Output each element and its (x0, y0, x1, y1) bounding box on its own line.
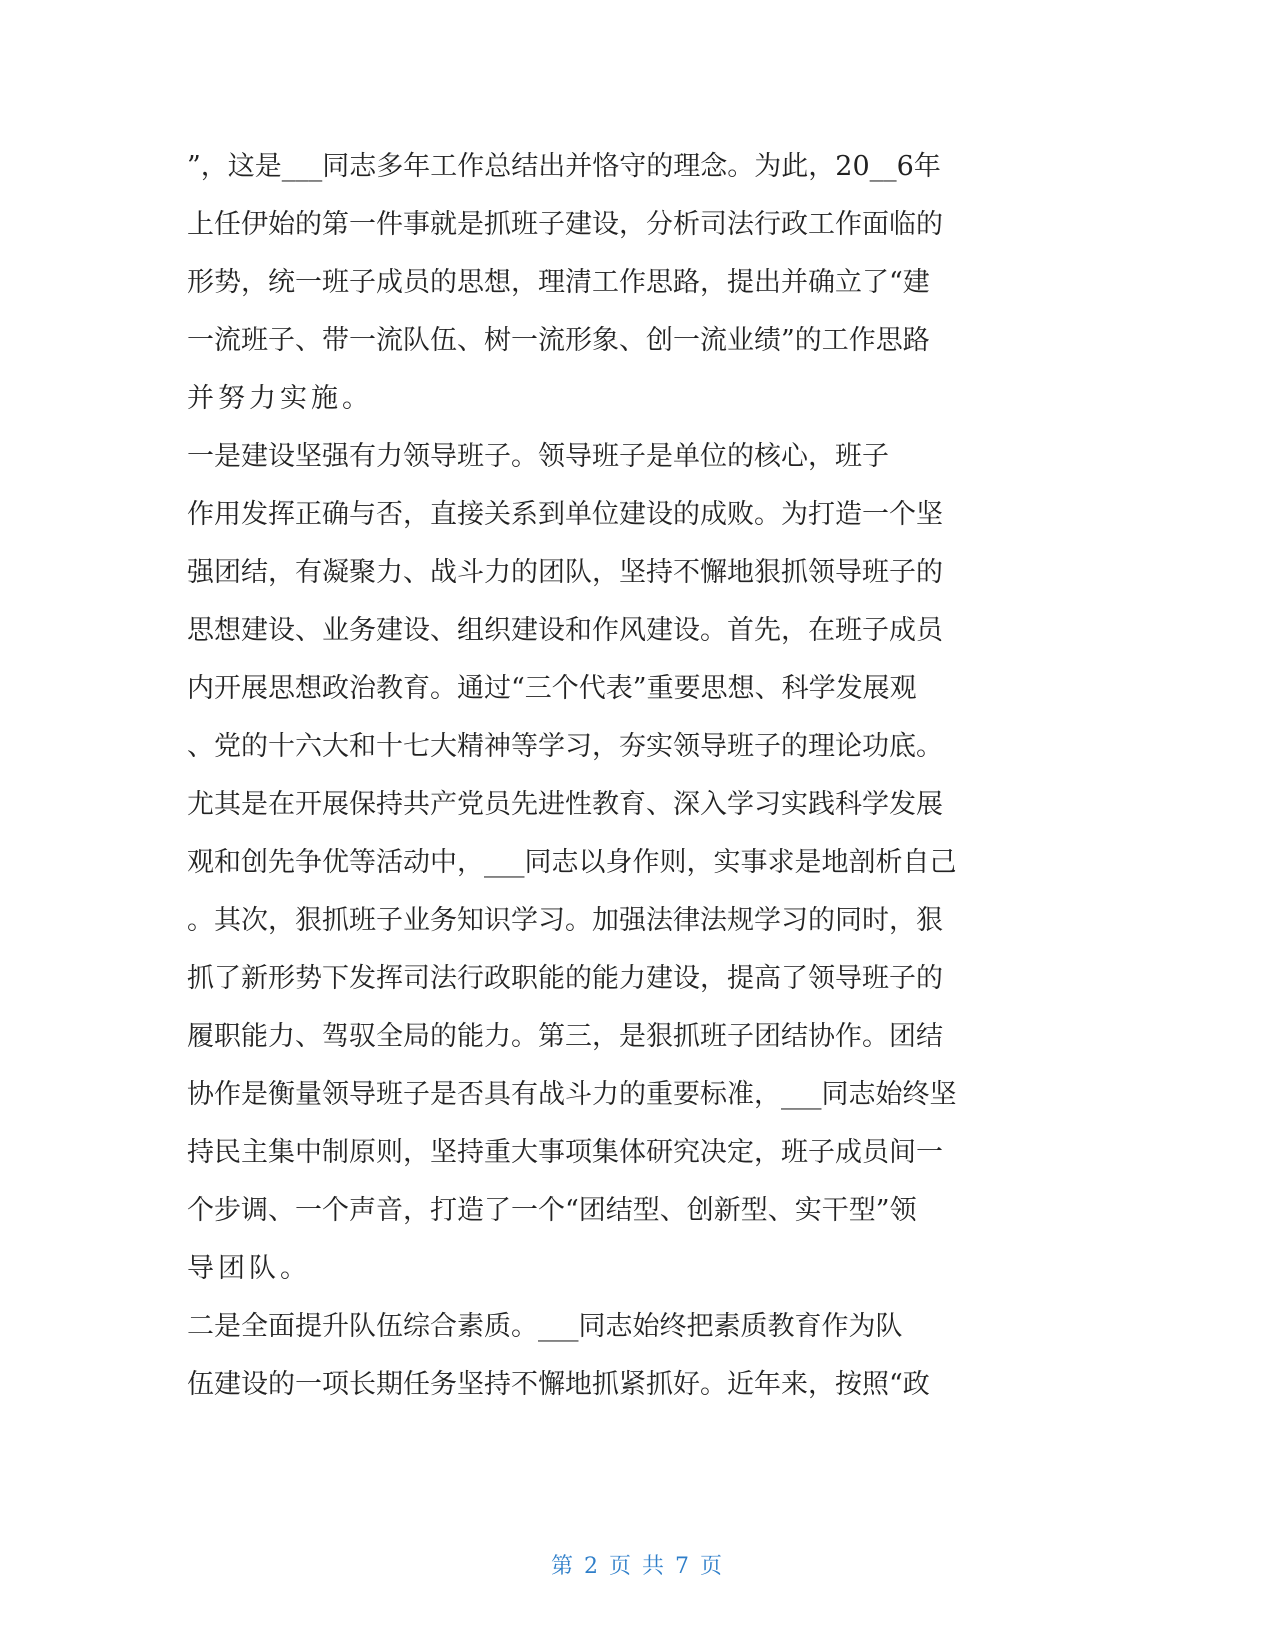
text-line: 一是建设坚强有力领导班子。领导班子是单位的核心，班子 (187, 441, 889, 472)
text-line: 。其次，狠抓班子业务知识学习。加强法律法规学习的同时，狠 (187, 905, 943, 936)
text-line: 持民主集中制原则，坚持重大事项集体研究决定，班子成员间一 (187, 1137, 943, 1168)
text-line: 思想建设、业务建设、组织建设和作风建设。首先，在班子成员 (187, 615, 943, 646)
text-line: 协作是衡量领导班子是否具有战斗力的重要标准，___同志始终坚 (187, 1079, 957, 1110)
text-line: 履职能力、驾驭全局的能力。第三，是狠抓班子团结协作。团结 (187, 1021, 943, 1052)
text-line: ”，这是___同志多年工作总结出并恪守的理念。为此，20__6年 (187, 151, 941, 182)
text-line: 形势，统一班子成员的思想，理清工作思路，提出并确立了“建 (187, 267, 930, 298)
text-line: 强团结，有凝聚力、战斗力的团队，坚持不懈地狠抓领导班子的 (187, 557, 943, 588)
text-line: 、党的十六大和十七大精神等学习，夯实领导班子的理论功底。 (187, 731, 943, 762)
text-line: 二是全面提升队伍综合素质。___同志始终把素质教育作为队 (187, 1311, 903, 1342)
text-line: 作用发挥正确与否，直接关系到单位建设的成败。为打造一个坚 (187, 499, 943, 530)
text-line: 伍建设的一项长期任务坚持不懈地抓紧抓好。近年来，按照“政 (187, 1369, 930, 1400)
page-number: 第 2 页 共 7 页 (551, 1554, 724, 1579)
text-line: 上任伊始的第一件事就是抓班子建设，分析司法行政工作面临的 (187, 209, 943, 240)
text-line: 观和创先争优等活动中，___同志以身作则，实事求是地剖析自己 (187, 847, 957, 878)
text-line: 个步调、一个声音，打造了一个“团结型、创新型、实干型”领 (187, 1195, 917, 1226)
text-line: 内开展思想政治教育。通过“三个代表”重要思想、科学发展观 (187, 673, 917, 704)
text-line: 一流班子、带一流队伍、树一流形象、创一流业绩”的工作思路 (187, 325, 930, 356)
text-line: 尤其是在开展保持共产党员先进性教育、深入学习实践科学发展 (187, 789, 943, 820)
text-line: 并努力实施。 (187, 383, 373, 414)
text-line: 抓了新形势下发挥司法行政职能的能力建设，提高了领导班子的 (187, 963, 943, 994)
text-line: 导团队。 (187, 1253, 311, 1284)
